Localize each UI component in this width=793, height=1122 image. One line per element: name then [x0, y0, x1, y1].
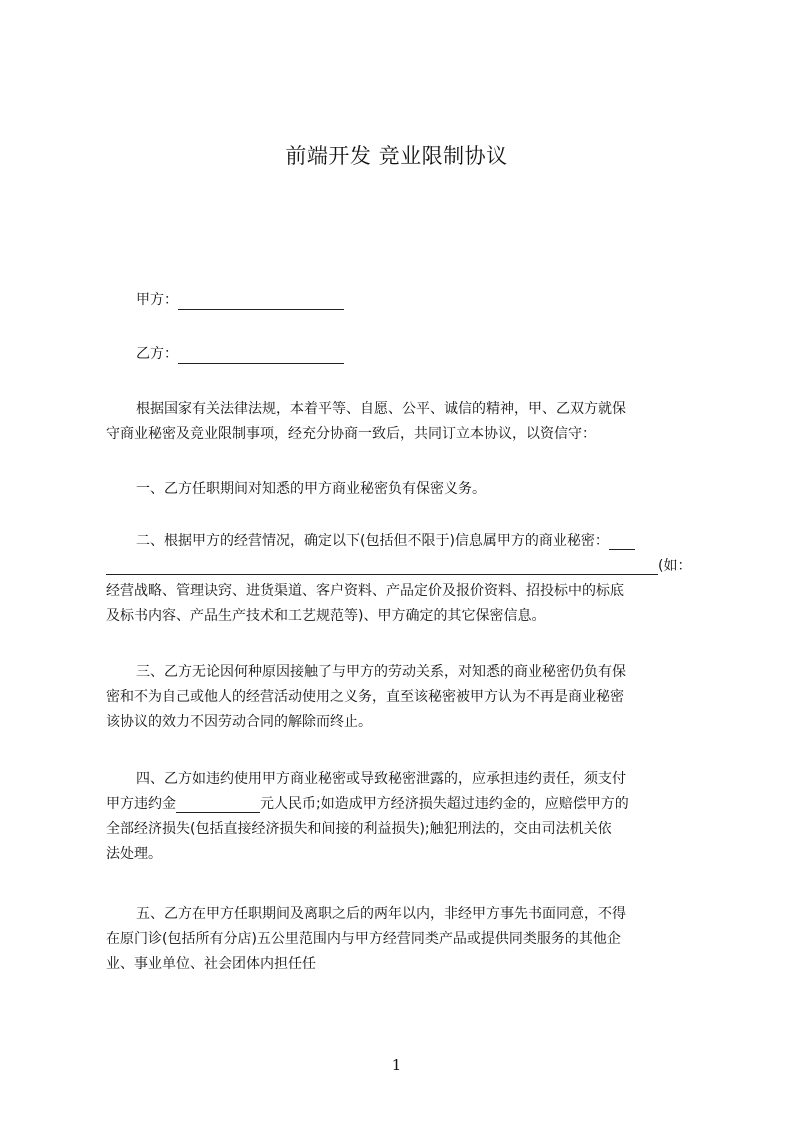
clause-1-paragraph	[106, 477, 700, 502]
party-b-blank[interactable]	[178, 347, 344, 364]
party-b-label: 乙方：	[136, 346, 178, 362]
page-number: 1	[391, 1056, 402, 1074]
clause-4-line	[106, 792, 700, 817]
clause-4-line: 全部经济损失(包括直接经济损失和间接的利益损失);触犯刑法的，交由司法机关依	[106, 821, 612, 837]
clause-2-line: 及标书内容、产品生产技术和工艺规范等)、甲方确定的其它保密信息。	[106, 608, 546, 624]
clause-4-line: 法处理。	[106, 846, 162, 862]
document-title: 前端开发 竞业限制协议	[285, 144, 508, 168]
clause-2-line: 经营战略、管理诀窍、进货渠道、客户资料、产品定价及报价资料、招投标中的标底	[106, 583, 624, 599]
clause-5-line: 在原门诊(包括所有分店)五公里范围内与甲方经营同类产品或提供同类服务的其他企	[106, 931, 621, 947]
clause-5-line: 业、事业单位、社会团体内担任任	[106, 956, 316, 972]
clause-2-line	[106, 529, 700, 554]
clause-2-text: (如：	[658, 558, 692, 574]
secret-list-blank-continued[interactable]	[106, 556, 658, 575]
secret-list-blank[interactable]	[609, 531, 635, 550]
clause-4-text: 元人民币;如造成甲方经济损失超过违约金的，应赔偿甲方的	[260, 796, 629, 812]
clause-5-paragraph	[106, 902, 700, 977]
party-a-label: 甲方：	[136, 292, 178, 308]
preamble-line: 根据国家有关法律法规，本着平等、自愿、公平、诚信的精神，甲、乙双方就保	[136, 401, 626, 417]
party-b-line	[136, 344, 344, 364]
clause-4-text: 甲方违约金	[106, 796, 176, 812]
clause-3-paragraph	[106, 660, 700, 735]
clause-3-line: 密和不为自己或他人的经营活动使用之义务，直至该秘密被甲方认为不再是商业秘密	[106, 689, 624, 705]
clause-5-line: 五、乙方在甲方任职期间及离职之后的两年以内，非经甲方事先书面同意，不得	[136, 906, 626, 922]
clause-2-line	[106, 554, 700, 579]
clause-4-line: 四、乙方如违约使用甲方商业秘密或导致秘密泄露的，应承担违约责任，须支付	[136, 771, 626, 787]
penalty-amount-blank[interactable]	[176, 794, 260, 813]
clause-3-line: 该协议的效力不因劳动合同的解除而终止。	[106, 714, 372, 730]
preamble-line: 守商业秘密及竞业限制事项，经充分协商一致后，共同订立本协议，以资信守：	[106, 426, 596, 442]
preamble-paragraph	[106, 397, 700, 447]
clause-4-paragraph	[106, 767, 700, 867]
clause-3-line: 三、乙方无论因何种原因接触了与甲方的劳动关系，对知悉的商业秘密仍负有保	[136, 664, 626, 680]
party-a-blank[interactable]	[178, 293, 344, 310]
clause-1-line: 一、乙方任职期间对知悉的甲方商业秘密负有保密义务。	[136, 481, 486, 497]
clause-2-paragraph	[106, 529, 700, 629]
party-a-line	[136, 290, 344, 310]
clause-2-text: 二、根据甲方的经营情况，确定以下(包括但不限于)信息属甲方的商业秘密：	[136, 533, 609, 549]
